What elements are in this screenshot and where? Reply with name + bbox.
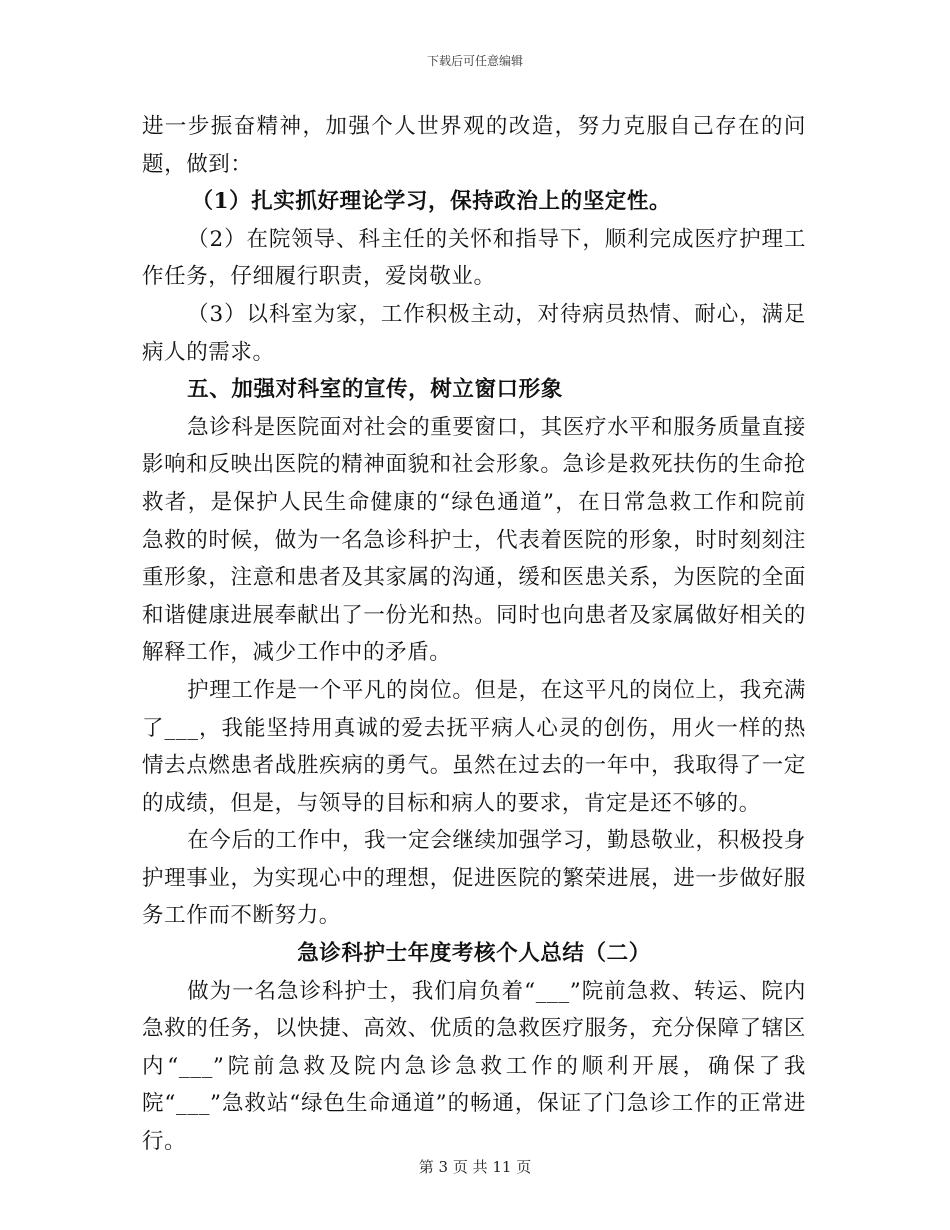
section-heading-5: 五、加强对科室的宣传，树立窗口形象 [187, 377, 563, 403]
document-body [142, 108, 806, 1161]
paragraph-emergency-window: 急诊科是医院面对社会的重要窗口，其医疗水平和服务质量直接影响和反映出医院的精神面貌和社会形象。急诊是救死扶伤的生命抢救者，是保护人民生命健康的“绿色通道”，在日常急救工作和院前急救的时候，做为一名急诊科护士，代表着医院的形象，时时刻刻注重形象，注意和患者及其家属的沟通，缓和医患关系，为医院的全面和谐健康进展奉献出了一份光和热。同时也向患者及家属做好相关的解释工作，减少工作中的矛盾。 [142, 414, 806, 666]
paragraph-continuation: 进一步振奋精神，加强个人世界观的改造，努力克服自己存在的问题，做到： [142, 114, 806, 177]
page-header-note: 下载后可任意编辑 [426, 54, 523, 68]
paragraph-emergency-nurse: 做为一名急诊科护士，我们肩负着“___”院前急救、转运、院内急救的任务，以快捷、高效、优质的急救医疗服务，充分保障了辖区内“___”院前急救及院内急诊急救工作的顺利开展，确保了我院“___”急救站“绿色生命通道”的畅通，保证了门急诊工作的正常进行。 [142, 978, 806, 1155]
paragraph-future-work: 在今后的工作中，我一定会继续加强学习，勤恳敬业，积极投身护理事业，为实现心中的理想，促进医院的繁荣进展，进一步做好服务工作而不断努力。 [142, 828, 806, 929]
document-title-2: 急诊科护士年度考核个人总结（二） [297, 941, 651, 967]
list-item-1: （1）扎实抓好理论学习，保持政治上的坚定性。 [191, 189, 672, 215]
list-item-3: （3）以科室为家，工作积极主动，对待病员热情、耐心，满足病人的需求。 [142, 301, 806, 365]
list-item-2: （2）在院领导、科主任的关怀和指导下，顺利完成医疗护理工作任务，仔细履行职责，爱岗敬业。 [142, 226, 806, 290]
paragraph-nursing-work: 护理工作是一个平凡的岗位。但是，在这平凡的岗位上，我充满了___，我能坚持用真诚的爱去抚平病人心灵的创伤，用火一样的热情去点燃患者战胜疾病的勇气。虽然在过去的一年中，我取得了一定的成绩，但是，与领导的目标和病人的要求，肯定是还不够的。 [142, 677, 806, 816]
page-number: 第 3 页 共 11 页 [418, 1158, 532, 1176]
